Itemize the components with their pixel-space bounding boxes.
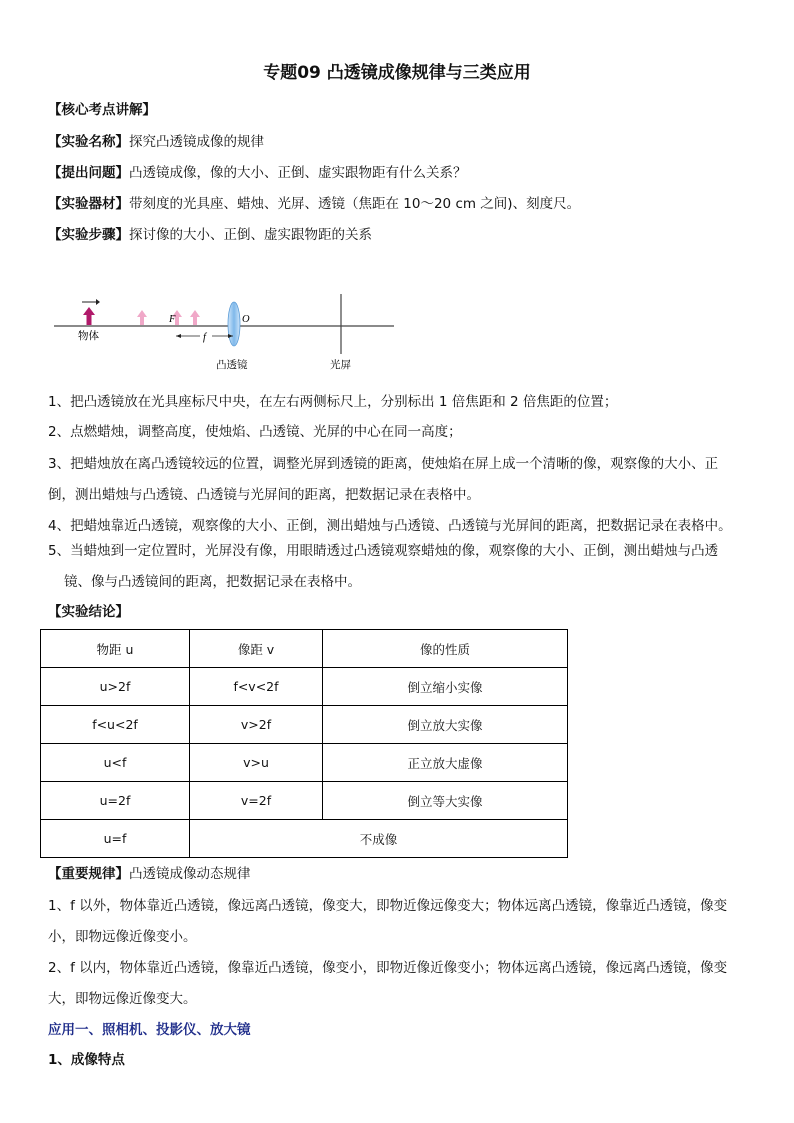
rule-tag: 【重要规律】	[48, 866, 129, 882]
table-header-row	[41, 630, 568, 668]
table-cell: f<u<2f	[41, 706, 190, 744]
step-5: 5、当蜡烛到一定位置时，光屏没有像，用眼睛透过凸透镜观察蜡烛的像，观察像的大小、正倒，测出蜡烛与凸透	[48, 543, 719, 559]
experiment-name-line	[48, 130, 264, 150]
steps-intro-text: 探讨像的大小、正倒、虚实跟物距的关系	[129, 227, 372, 243]
table-cell: 正立放大虚像	[323, 744, 568, 782]
header-cell-object-distance: 物距 u	[41, 630, 190, 668]
object-label: 物体	[78, 330, 99, 342]
table-cell: 倒立放大实像	[323, 706, 568, 744]
rule-2-cont: 大，即物远像近像变大。	[48, 991, 197, 1007]
rule-2: 2、f 以内，物体靠近凸透镜，像靠近凸透镜，像变小，即物近像近像变小；物体远离凸透镜，像远离凸透镜，像变	[48, 960, 728, 976]
table-row	[41, 820, 568, 858]
table-cell: v>2f	[190, 706, 323, 744]
f-label: f	[203, 332, 206, 343]
header-cell-image-distance: 像距 v	[190, 630, 323, 668]
table-cell: u=2f	[41, 782, 190, 820]
lens-label: 凸透镜	[216, 359, 248, 371]
step-4: 4、把蜡烛靠近凸透镜，观察像的大小、正倒，测出蜡烛与凸透镜、凸透镜与光屏间的距离，把数据记录在表格中。	[48, 518, 732, 534]
table-cell: u>2f	[41, 668, 190, 706]
experiment-name-tag: 【实验名称】	[48, 134, 129, 150]
header-cell-image-property: 像的性质	[323, 630, 568, 668]
rule-title: 凸透镜成像动态规律	[129, 866, 251, 882]
focus-label: F	[169, 314, 176, 325]
rule-1: 1、f 以外，物体靠近凸透镜，像远离凸透镜，像变大，即物近像远像变大；物体远离凸透镜，像靠近凸透镜，像变	[48, 898, 728, 914]
table-row	[41, 782, 568, 820]
table-row	[41, 706, 568, 744]
question-line	[48, 161, 467, 181]
page-title: 专题09 凸透镜成像规律与三类应用	[263, 63, 531, 83]
table-cell: u<f	[41, 744, 190, 782]
conclusion-table	[40, 629, 568, 858]
optical-center-label: O	[242, 314, 250, 325]
steps-tag: 【实验步骤】	[48, 227, 129, 243]
steps-intro-line	[48, 223, 372, 243]
question-text: 凸透镜成像，像的大小、正倒、虚实跟物距有什么关系？	[129, 165, 467, 181]
application-heading: 应用一、照相机、投影仪、放大镜	[48, 1022, 251, 1038]
object-arrow-icon	[83, 307, 95, 325]
step-2: 2、点燃蜡烛，调整高度，使烛焰、凸透镜、光屏的中心在同一高度；	[48, 424, 462, 440]
rule-1-cont: 小，即物远像近像变小。	[48, 929, 197, 945]
table-cell: f<v<2f	[190, 668, 323, 706]
table-cell: 倒立缩小实像	[323, 668, 568, 706]
conclusion-heading: 【实验结论】	[48, 604, 129, 620]
rule-line	[48, 862, 251, 882]
equipment-text: 带刻度的光具座、蜡烛、光屏、透镜（焦距在 10～20 cm 之间)、刻度尺。	[129, 196, 581, 212]
candle-position-icon	[190, 310, 200, 325]
section-core-heading: 【核心考点讲解】	[48, 102, 156, 118]
step-3: 3、把蜡烛放在离凸透镜较远的位置，调整光屏到透镜的距离，使烛焰在屏上成一个清晰的像，观察像的大小、正	[48, 456, 719, 472]
step-1: 1、把凸透镜放在光具座标尺中央，在左右两侧标尺上，分别标出 1 倍焦距和 2 倍焦距的位置；	[48, 394, 618, 410]
table-row	[41, 668, 568, 706]
screen-label: 光屏	[330, 359, 351, 371]
step-3-cont: 倒，测出蜡烛与凸透镜、凸透镜与光屏间的距离，把数据记录在表格中。	[48, 487, 480, 503]
table-cell: v>u	[190, 744, 323, 782]
table-cell: u=f	[41, 820, 190, 858]
table-cell: 倒立等大实像	[323, 782, 568, 820]
subheading: 1、成像特点	[48, 1052, 125, 1068]
table-cell: 不成像	[190, 820, 568, 858]
direction-arrow-icon	[82, 299, 100, 305]
convex-lens-icon	[228, 302, 240, 346]
equipment-line	[48, 192, 580, 212]
table-cell: v=2f	[190, 782, 323, 820]
lens-diagram	[50, 288, 400, 373]
step-5-cont: 镜、像与凸透镜间的距离，把数据记录在表格中。	[64, 574, 361, 590]
equipment-tag: 【实验器材】	[48, 196, 129, 212]
experiment-name-text: 探究凸透镜成像的规律	[129, 134, 264, 150]
table-row	[41, 744, 568, 782]
candle-position-icon	[137, 310, 147, 325]
question-tag: 【提出问题】	[48, 165, 129, 181]
